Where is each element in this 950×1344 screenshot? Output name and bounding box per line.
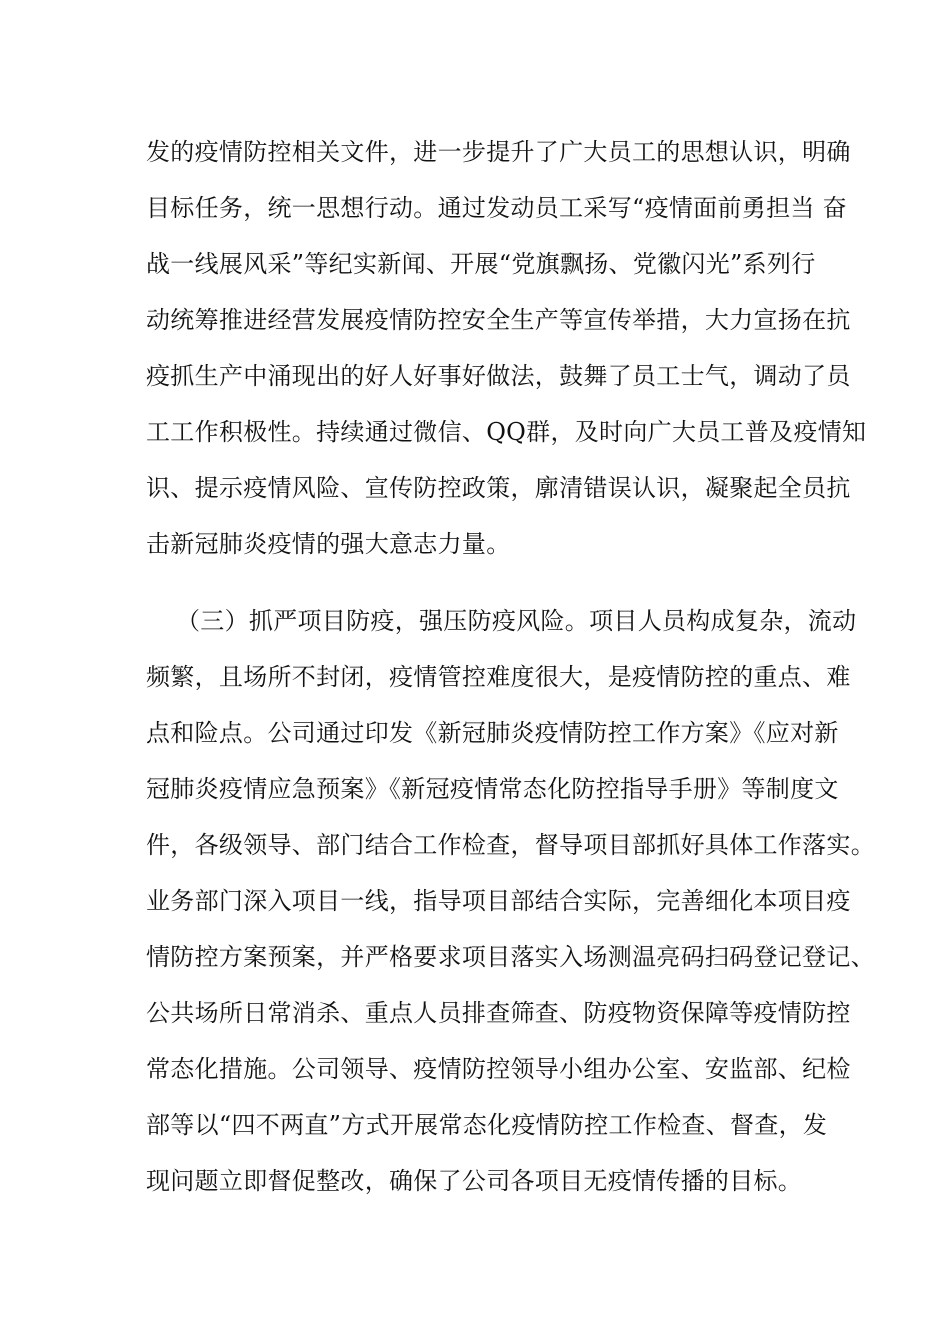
text-line: 公共场所日常消杀、重点人员排查筛查、防疫物资保障等疫情防控: [146, 999, 851, 1027]
text-line: 频繁，且场所不封闭，疫情管控难度很大，是疫情防控的重点、难: [146, 663, 851, 691]
text-line: 部等以“四不两直”方式开展常态化疫情防控工作检查、督查，发: [146, 1111, 828, 1139]
text-line: 工工作积极性。持续通过微信、QQ群，及时向广大员工普及疫情知: [146, 418, 867, 446]
text-line: 点和险点。公司通过印发《新冠肺炎疫情防控工作方案》《应对新: [146, 719, 839, 747]
text-line: 冠肺炎疫情应急预案》《新冠疫情常态化防控指导手册》等制度文: [146, 775, 839, 803]
text-line: 疫抓生产中涌现出的好人好事好做法，鼓舞了员工士气，调动了员: [146, 362, 851, 390]
text-line: （三）抓严项目防疫，强压防疫风险。项目人员构成复杂，流动: [176, 607, 857, 635]
text-line: 战一线展风采”等纪实新闻、开展“党旗飘扬、党徽闪光”系列行: [146, 250, 816, 278]
text-line: 发的疫情防控相关文件，进一步提升了广大员工的思想认识，明确: [146, 138, 851, 166]
text-line: 件，各级领导、部门结合工作检查，督导项目部抓好具体工作落实。: [146, 831, 875, 859]
text-line: 目标任务，统一思想行动。通过发动员工采写“疫情面前勇担当 奋: [146, 194, 847, 222]
text-line: 情防控方案预案，并严格要求项目落实入场测温亮码扫码登记登记、: [146, 943, 875, 971]
text-line: 击新冠肺炎疫情的强大意志力量。: [146, 530, 511, 558]
text-line: 动统筹推进经营发展疫情防控安全生产等宣传举措，大力宣扬在抗: [146, 306, 851, 334]
text-line: 识、提示疫情风险、宣传防控政策，廓清错误认识，凝聚起全员抗: [146, 474, 851, 502]
text-line: 现问题立即督促整改，确保了公司各项目无疫情传播的目标。: [146, 1167, 803, 1195]
text-line: 常态化措施。公司领导、疫情防控领导小组办公室、安监部、纪检: [146, 1055, 851, 1083]
text-line: 业务部门深入项目一线，指导项目部结合实际，完善细化本项目疫: [146, 887, 851, 915]
